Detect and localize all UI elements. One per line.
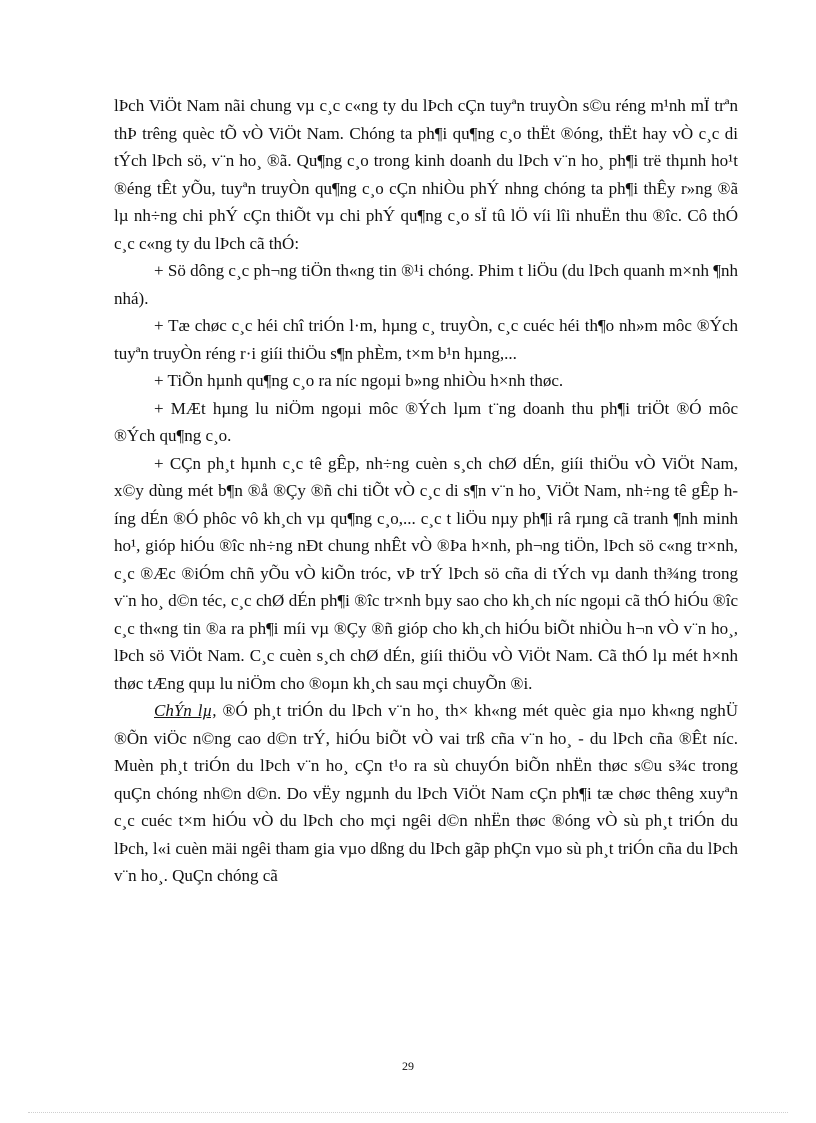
paragraph-7: [114, 697, 738, 890]
paragraph-3: + Tæ chøc c¸c héi chî triÓn l·m, hµng c¸ truyÒn, c¸c cuéc héi th¶o nh»m môc ®Ých tuyªn truyÒn réng r·i giíi thiÖu s¶n phÈm, t×m b¹n hµng,...: [114, 316, 738, 363]
page-number: 29: [402, 1059, 414, 1073]
footer-divider: [28, 1112, 788, 1113]
paragraph-7-lead: ChÝn lµ,: [154, 701, 217, 720]
paragraph-5: + MÆt hµng lu niÖm ngoµi môc ®Ých lµm t¨ng doanh thu ph¶i triÖt ®Ó môc ®Ých qu¶ng c¸o.: [114, 398, 738, 445]
body-text: [114, 92, 738, 890]
paragraph-2: + Sö dông c¸c ph¬ng tiÖn th«ng tin ®¹i chóng. Phim t liÖu (du lÞch quanh m×nh ¶nh nhá).: [114, 261, 738, 308]
paragraph-6: + CÇn ph¸t hµnh c¸c tê gÊp, nh÷ng cuèn s¸ch chØ dÉn, giíi thiÖu vÒ ViÖt Nam, x©y dùng mét b¶n ®å ®Çy ®ñ chi tiÕt vÒ c¸c di s¶n v¨n ho¸ ViÖt Nam, nh÷ng tê gÊp híng dÉn ®Ó phôc vô kh¸ch vµ qu¶ng c¸o,... c¸c t liÖu nµy ph¶i râ rµng cã tranh ¶nh minh ho¹, gióp hiÓu ®îc nh÷ng nÐt chung nhÊt vÒ ®Þa h×nh, ph¬ng tiÖn, lÞch sö c«ng tr×nh, c¸c ®Æc ®iÓm chñ yÕu vÒ kiÕn tróc, vÞ trÝ lÞch sö cña di tÝch vµ danh th¾ng trong v¨n ho¸ d©n téc, c¸c chØ dÉn ph¶i ®îc tr×nh bµy sao cho kh¸ch níc ngoµi cã thÓ hiÓu ®îc c¸c th«ng tin ®a ra ph¶i míi vµ ®Çy ®ñ gióp cho kh¸ch hiÓu biÕt nhiÒu h¬n vÒ v¨n ho¸, lÞch sö ViÖt Nam. C¸c cuèn s¸ch chØ dÉn, giíi thiÖu vÒ ViÖt Nam. Cã thÓ lµ mét h×nh thøc tÆng quµ lu niÖm cho ®oµn kh¸ch sau mçi chuyÕn ®i.: [114, 453, 738, 693]
paragraph-4: + TiÕn hµnh qu¶ng c¸o ra níc ngoµi b»ng nhiÒu h×nh thøc.: [154, 371, 564, 390]
paragraph-7-rest: ®Ó ph¸t triÓn du lÞch v¨n ho¸ th× kh«ng mét quèc gia nµo kh«ng nghÜ ®Õn viÖc n©ng cao d©n trÝ, hiÓu biÕt vÒ vai trß cña v¨n ho¸ - du lÞch cña ®Êt níc. Muèn ph¸t triÓn du lÞch v¨n ho¸ cÇn t¹o ra sù chuyÓn biÕn nhËn thøc s©u s¾c trong quÇn chóng nh©n d©n. Do vËy ngµnh du lÞch ViÖt Nam cÇn ph¶i tæ chøc thêng xuyªn c¸c cuéc t×m hiÓu vÒ du lÞch cho mçi ngêi d©n nhËn thøc ®óng vÒ sù ph¸t triÓn du lÞch, l«i cuèn mäi ngêi tham gia vµo dßng du lÞch gãp phÇn vµo sù ph¸t triÓn cña du lÞch v¨n ho¸. QuÇn chóng cã: [114, 701, 738, 885]
paragraph-1: lÞch ViÖt Nam nãi chung vµ c¸c c«ng ty du lÞch cÇn tuyªn truyÒn s©u réng m¹nh mÏ trªn thÞ trêng quèc tÕ vÒ ViÖt Nam. Chóng ta ph¶i qu¶ng c¸o thËt ®óng, thËt hay vÒ c¸c di tÝch lÞch sö, v¨n ho¸ ®ã. Qu¶ng c¸o trong kinh doanh du lÞch v¨n ho¸ ph¶i trë thµnh ho¹t ®éng tÊt yÕu, tuyªn truyÒn qu¶ng c¸o cÇn nhiÒu phÝ nhng chóng ta ph¶i thÊy r»ng ®ã lµ nh÷ng chi phÝ cÇn thiÕt vµ chi phÝ qu¶ng c¸o sÏ tû lÖ víi lîi nhuËn thu ®îc. Cô thÓ c¸c c«ng ty du lÞch cã thÓ:: [114, 96, 738, 253]
